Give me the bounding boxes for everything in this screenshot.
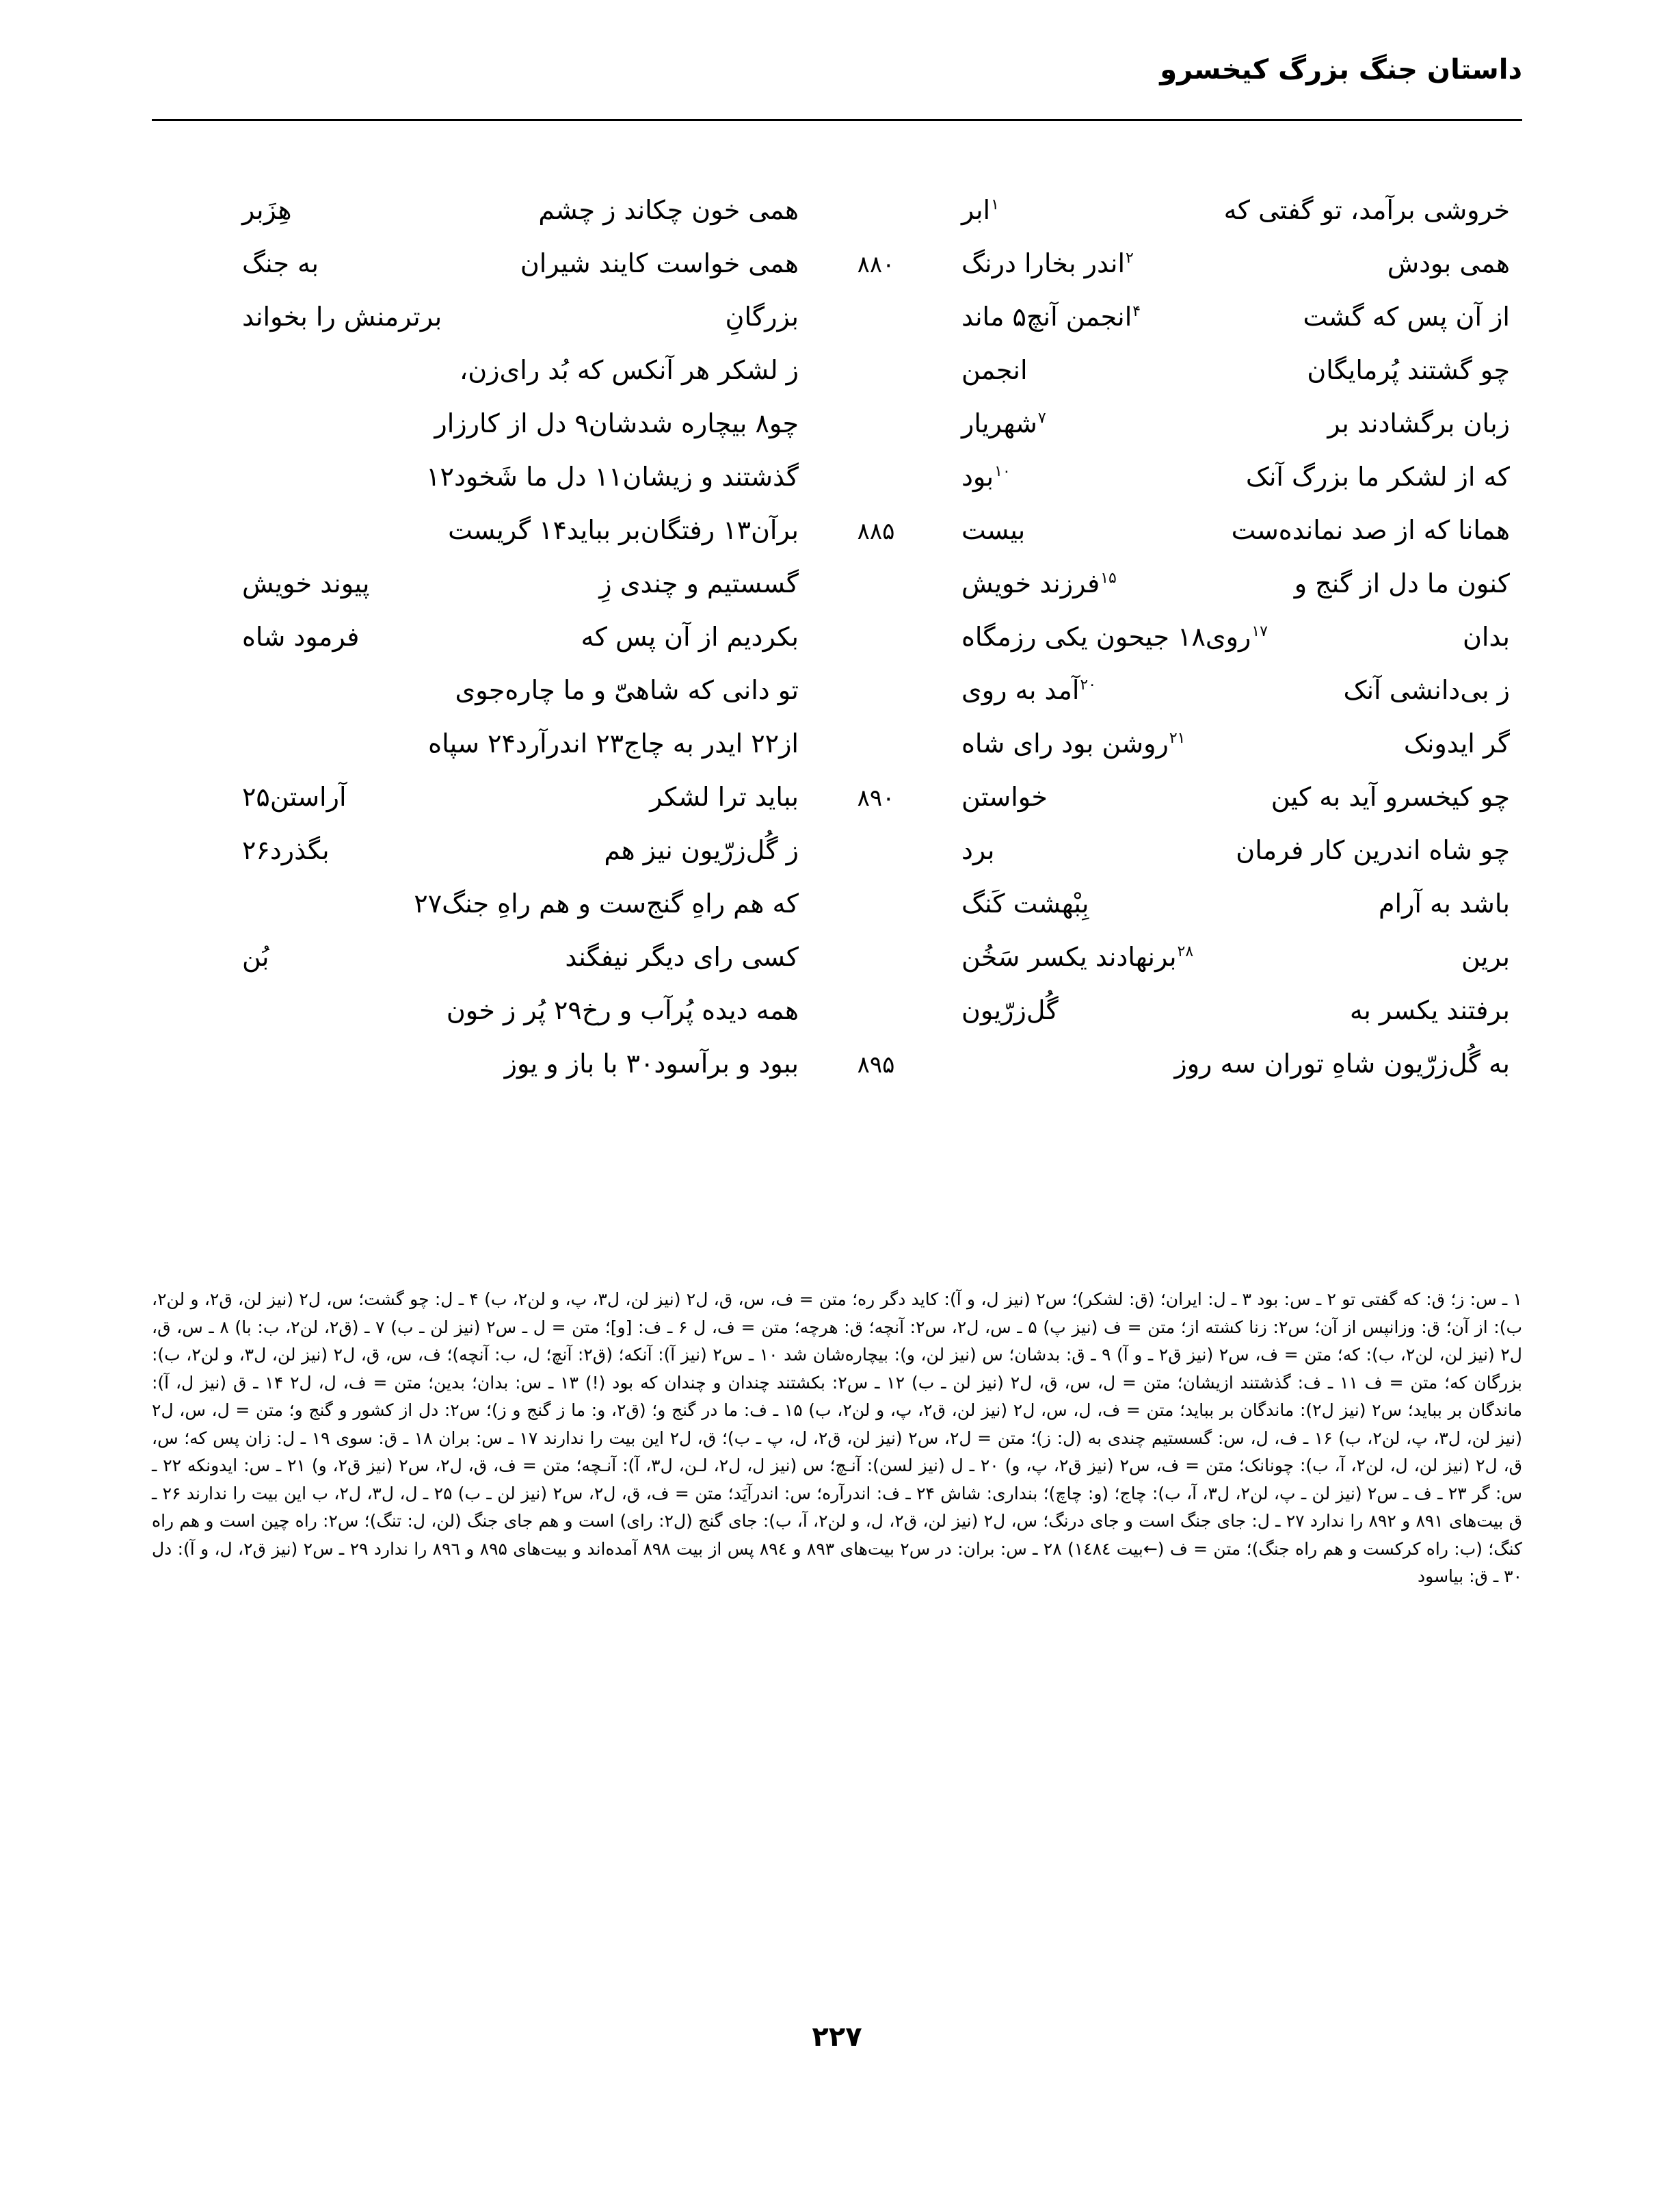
hemistich-second-part-a: همه دیده پُرآب و رخ۲۹ پُر ز خون xyxy=(446,995,799,1025)
hemistich-first-part-b xyxy=(961,503,1025,557)
hemistich-second xyxy=(230,663,832,717)
footnote-marker[interactable]: ۱ xyxy=(991,196,999,214)
verse-row xyxy=(152,930,1522,984)
hemistich-second-part-a: ز لشکر هر آنکس که بُد رای‌زن، xyxy=(460,355,799,385)
hemistich-first-part-b xyxy=(961,717,1186,770)
hemistich-first xyxy=(920,930,1522,984)
verse-row xyxy=(152,610,1522,663)
hemistich-second-part-a: کسی رای دیگر نیفگند xyxy=(565,942,799,972)
hemistich-first xyxy=(920,877,1522,930)
hemistich-second-part-b: به جنگ xyxy=(242,248,319,278)
hemistich-first-part-a: بدان xyxy=(1463,622,1510,652)
hemistich-first-part-a: که از لشکر ما بزرگ آنک xyxy=(1245,462,1510,492)
hemistich-first-part-a: همانا که از صد نمانده‌ست xyxy=(1231,515,1510,545)
hemistich-second-part-b: آراستن۲۵ xyxy=(242,782,347,812)
footnote-marker[interactable]: ۲۸ xyxy=(1177,943,1194,961)
hemistich-second-part-a: از۲۲ ایدر به چاج۲۳ اندرآرد۲۴ سپاه xyxy=(428,728,799,759)
verse-row xyxy=(152,450,1522,503)
hemistich-second xyxy=(230,930,832,984)
hemistich-second-part-a: برآن۱۳ رفتگان‌بر بباید۱۴ گریست xyxy=(448,515,799,545)
verse-number: ۸۹۵ xyxy=(857,1051,895,1079)
hemistich-second xyxy=(230,824,832,877)
hemistich-second xyxy=(230,984,832,1037)
hemistich-first-part-b-text: فرزند خویش xyxy=(961,568,1100,598)
hemistich-first-part-a: کنون ما دل از گنج و xyxy=(1294,568,1510,598)
hemistich-first-part-b-text: برنهادند یکسر سَخُن xyxy=(961,942,1177,972)
hemistich-first-part-a: زبان برگشادند بر xyxy=(1327,408,1510,438)
verse-row xyxy=(152,290,1522,343)
verse-row xyxy=(152,237,1522,290)
footnote-marker[interactable]: ۴ xyxy=(1132,303,1141,321)
hemistich-first-part-a: برفتند یکسر به xyxy=(1349,995,1510,1025)
verse-row xyxy=(152,824,1522,877)
verse-number: ۸۸۰ xyxy=(857,251,895,278)
hemistich-first-part-b-text: روی۱۸ جیحون یکی رزمگاه xyxy=(961,622,1251,652)
hemistich-second xyxy=(230,717,832,770)
hemistich-first-part-b-text: بود xyxy=(961,462,994,492)
hemistich-second xyxy=(230,770,832,824)
hemistich-first-part-a: چو گشتند پُرمایگان xyxy=(1307,355,1510,385)
verse-block xyxy=(152,183,1522,1090)
hemistich-first-part-b-text: اندر بخارا درنگ xyxy=(961,248,1126,278)
verse-row xyxy=(152,1037,1522,1090)
hemistich-first-part-b xyxy=(961,770,1048,824)
hemistich-second xyxy=(230,343,832,397)
verse-row xyxy=(152,877,1522,930)
hemistich-first-part-b xyxy=(961,343,1028,397)
verse-row xyxy=(152,503,1522,557)
hemistich-first-part-b xyxy=(961,930,1194,984)
header-rule xyxy=(152,119,1522,121)
verse-row xyxy=(152,717,1522,770)
hemistich-first-part-a: برین xyxy=(1461,942,1510,972)
hemistich-first-part-b xyxy=(961,183,1000,237)
hemistich-first-part-b-text: گُل‌زرّیون xyxy=(961,995,1059,1025)
hemistich-first-part-b-text: انجمن xyxy=(961,355,1028,385)
hemistich-first-part-b-text: بیست xyxy=(961,515,1026,545)
hemistich-first-part-b-text: بِبْهشت کَنگ xyxy=(961,888,1089,919)
hemistich-first xyxy=(920,397,1522,450)
footnote-marker[interactable]: ۱۵ xyxy=(1100,570,1117,588)
hemistich-first-part-b xyxy=(961,877,1089,930)
hemistich-first-part-b xyxy=(961,237,1134,290)
footnote-marker[interactable]: ۱۰ xyxy=(994,463,1011,481)
hemistich-first xyxy=(920,450,1522,503)
footnote-marker[interactable]: ۲۰ xyxy=(1080,676,1097,694)
hemistich-first-part-b xyxy=(961,984,1059,1037)
hemistich-second xyxy=(230,557,832,610)
verse-row xyxy=(152,557,1522,610)
hemistich-second xyxy=(230,290,832,343)
page-number: ۲۲۷ xyxy=(812,2021,862,2053)
hemistich-first-part-b xyxy=(961,450,1011,503)
hemistich-second-part-a: گسستیم و چندی زِ xyxy=(599,568,799,598)
hemistich-second-part-a: تو دانی که شاهیّ و ما چاره‌جوی xyxy=(455,675,799,705)
hemistich-first-part-b xyxy=(961,557,1117,610)
footnote-marker[interactable]: ۲ xyxy=(1126,250,1134,267)
hemistich-first xyxy=(920,1037,1522,1090)
hemistich-first-part-b-text: برد xyxy=(961,835,995,865)
hemistich-first xyxy=(920,770,1522,824)
hemistich-first-part-a: همی بودش xyxy=(1387,248,1510,278)
hemistich-second-part-a: چو۸ بیچاره شدشان۹ دل از کارزار xyxy=(434,408,799,438)
hemistich-first-part-b-text: خواستن xyxy=(961,782,1048,812)
hemistich-second-part-b: فرمود شاه xyxy=(242,622,360,652)
hemistich-first-part-b xyxy=(961,290,1141,343)
verse-row xyxy=(152,984,1522,1037)
hemistich-first-part-b-text: ابر xyxy=(961,195,991,225)
hemistich-first xyxy=(920,610,1522,663)
hemistich-second-part-a: همی خواست کایند شیران xyxy=(520,248,799,278)
hemistich-second xyxy=(230,450,832,503)
hemistich-second-part-a: بزرگانِ xyxy=(725,302,799,332)
footnote-marker[interactable]: ۷ xyxy=(1037,410,1046,427)
hemistich-first-part-b-text: آمد به روی xyxy=(961,675,1080,705)
hemistich-second-part-b: برترمنش را بخواند xyxy=(242,302,442,332)
hemistich-first-part-a: چو شاه اندرین کار فرمان xyxy=(1236,835,1510,865)
hemistich-second xyxy=(230,397,832,450)
hemistich-first-part-b-text: شهریار xyxy=(961,408,1037,438)
hemistich-first-part-b xyxy=(961,663,1097,717)
hemistich-first-part-a: باشد به آرام xyxy=(1378,888,1510,919)
hemistich-first-part-b xyxy=(961,824,994,877)
hemistich-second-part-a: بکردیم از آن پس که xyxy=(581,622,799,652)
hemistich-second-part-a: گذشتند و زیشان۱۱ دل ما شَخود۱۲ xyxy=(426,462,799,492)
hemistich-first-part-a: گر ایدونک xyxy=(1403,728,1510,759)
hemistich-first xyxy=(920,663,1522,717)
hemistich-second-part-b: بُن xyxy=(242,942,269,972)
hemistich-first xyxy=(920,503,1522,557)
running-head-title: داستان جنگ بزرگ کیخسرو xyxy=(1160,54,1522,85)
hemistich-first-part-a: به گُل‌زرّیون شاهِ توران سه روز xyxy=(1174,1049,1510,1079)
verse-row xyxy=(152,397,1522,450)
hemistich-second-part-a: که هم راهِ گنج‌ست و هم راهِ جنگ۲۷ xyxy=(414,888,799,919)
hemistich-first xyxy=(920,717,1522,770)
verse-row xyxy=(152,343,1522,397)
hemistich-second xyxy=(230,183,832,237)
verse-row xyxy=(152,770,1522,824)
hemistich-first-part-b xyxy=(961,610,1268,663)
verse-number: ۸۸۵ xyxy=(857,518,895,545)
hemistich-first xyxy=(920,290,1522,343)
page-header xyxy=(152,53,1522,129)
verse-row xyxy=(152,183,1522,237)
hemistich-first-part-a: خروشی برآمد، تو گفتی که xyxy=(1223,195,1510,225)
hemistich-second xyxy=(230,877,832,930)
verse-number: ۸۹۰ xyxy=(857,785,895,812)
hemistich-second xyxy=(230,503,832,557)
footnote-marker[interactable]: ۱۷ xyxy=(1251,623,1268,641)
hemistich-first-part-a: چو کیخسرو آید به کین xyxy=(1271,782,1510,812)
hemistich-second xyxy=(230,610,832,663)
hemistich-second xyxy=(230,237,832,290)
hemistich-second-part-a: ببود و برآسود۳۰ با باز و یوز xyxy=(504,1049,799,1079)
hemistich-second-part-a: بباید ترا لشکر xyxy=(650,782,799,812)
hemistich-first-part-b-text: روشن بود رای شاه xyxy=(961,728,1169,759)
hemistich-first xyxy=(920,984,1522,1037)
hemistich-first xyxy=(920,343,1522,397)
footnote-marker[interactable]: ۲۱ xyxy=(1169,730,1186,748)
hemistich-first xyxy=(920,557,1522,610)
hemistich-second-part-b: هِزَبر xyxy=(242,195,292,225)
hemistich-first-part-a: از آن پس که گشت xyxy=(1303,302,1510,332)
hemistich-second-part-b: پیوند خویش xyxy=(242,568,370,598)
hemistich-first-part-b-text: انجمن آنچ۵ ماند xyxy=(961,302,1132,332)
hemistich-first xyxy=(920,824,1522,877)
hemistich-first xyxy=(920,237,1522,290)
hemistich-second-part-a: همی خون چکاند ز چشم xyxy=(538,195,799,225)
hemistich-second-part-a: ز گُل‌زرّیون نیز هم xyxy=(604,835,799,865)
verse-row xyxy=(152,663,1522,717)
footnotes-apparatus: ۱ ـ س: ز؛ ق: که گفتی تو ۲ ـ س: بود ۳ ـ ل: ایران؛ (ق: لشکر)؛ س۲ (نیز ل، و آ): کاید دگر ره؛ متن = ف، س، ق، ل۲ (نیز لن، ل۳، پ، و لن۲، ب) ۴ ـ ل: چو گشت؛ س، ل۲ (نیز لن، ق۲، و لن۲، ب): از آن؛ ق: وزانپس از آن؛ س۲: زنا کشته از؛ متن = ف (نیز پ) ۵ ـ س، ل۲، س۲: آنچه؛ ق: هرچه؛ متن = ف، ل ۶ ـ ف: [و]؛ متن = ل ـ س۲ (نیز لن ـ ب) ۷ ـ (ق۲، لن۲، ب: با) ۸ ـ س، ق، ل۲ (نیز لن، لن۲، ب): که؛ متن = ف، س۲ (نیز ق۲ ـ و آ) ۹ ـ ق: بدشان؛ س (نیز لن، و): بیچاره‌شان شد ۱۰ ـ س۲ (نیز آ): آنکه؛ (ق۲: آنچ؛ ل، ب: آنچه)؛ ف، س، ق، ل۲ (نیز لن، ل۳، و لن۲، ب): بزرگان که؛ متن = ف ۱۱ ـ ف: گذشتند ازیشان؛ متن = ل، س، ق، ل۲ (نیز لن ـ ب) ۱۲ ـ س۲: بکشتند چندان و چندان که بود (!) ۱۳ ـ س: بدان؛ بدین؛ متن = ف، ل، ل۲ ۱۴ ـ ق (نیز ل، آ): ماندگان بر بباید؛ س۲ (نیز ل۲): ماندگان بر بباید؛ متن = ف، ل، س، ل۲ (نیز لن، ق۲، پ، و لن۲، ب) ۱۵ ـ ف: ما در گنج و؛ (ق۲، و: ما ز گنج و ز)؛ س۲: دل از کشور و گنج و؛ متن = ل، س، ل۲ (نیز لن، ل۳، پ، لن۲، ب) ۱۶ ـ ف، ل، س: گسستیم چندی به (ل: ز)؛ متن = ل۲، س۲ (نیز لن، ق۲، ل، پ ـ ب)؛ ق، ل۲ این بیت را ندارند ۱۷ ـ س: بران ۱۸ ـ ق: سوی ۱۹ ـ ل: زان پس که‌؛ س، ق، ل۲ (نیز لن، ل، لن۲، آ، ب): چونانک؛ متن = ف، س۲ (نیز ق۲، پ، و) ۲۰ ـ ل (نیز لسن): آنـچ؛ س (نیز ل، ل۲، لـن، ل۳، آ): آنـچه؛ متن = ف، ق، ل۲، س۲ (نیز ق۲، و) ۲۱ ـ س: ایدونکه ۲۲ ـ س: گر ۲۳ ـ ف ـ س۲ (نیز لن ـ پ، لن۲، ل۳، آ، ب): چاج؛ (و: چاچ)؛ بنداری: شاش ۲۴ ـ ف: اندرآره؛ س: اندرآیَد؛ متن = ف، ق، ل۲، س۲ (نیز لن ـ ب) ۲۵ ـ ل، ل۳، ل۲، ب این بیت را ندارند ۲۶ ـ ق بیت‌های ۸۹۱ و ۸۹۲ را ندارد ۲۷ ـ ل: جای جنگ است و جای درنگ؛ س، ل۲ (نیز لن، ق۲، ل، و لن۲، آ، ب): جای گنج (ل۲: رای) است و هم جای جنگ (لن، ل: تنگ)؛ س۲: راه چین است و هم راه کنگ؛ (ب: راه کرکست و هم راه جنگ)؛ متن = ف (←بیت ۱٤۸٤) ۲۸ ـ س: بران: در س۲ بیت‌های ۸۹۳ و ۸۹٤ پس از بیت ۸۹۸ آمده‌اند و بیت‌های ۸۹۵ و ۸۹٦ را ندارد ۲۹ ـ س۲ (نیز ق۲، ل، و آ): دل ۳۰ ـ ق: بیاسود xyxy=(152,1289,1523,1586)
hemistich-second xyxy=(230,1037,832,1090)
hemistich-first-part-b xyxy=(961,397,1047,450)
hemistich-second-part-b: بگذرد۲۶ xyxy=(242,835,330,865)
hemistich-first xyxy=(920,183,1522,237)
hemistich-first-part-a: ز بی‌دانشی آنک xyxy=(1343,675,1510,705)
